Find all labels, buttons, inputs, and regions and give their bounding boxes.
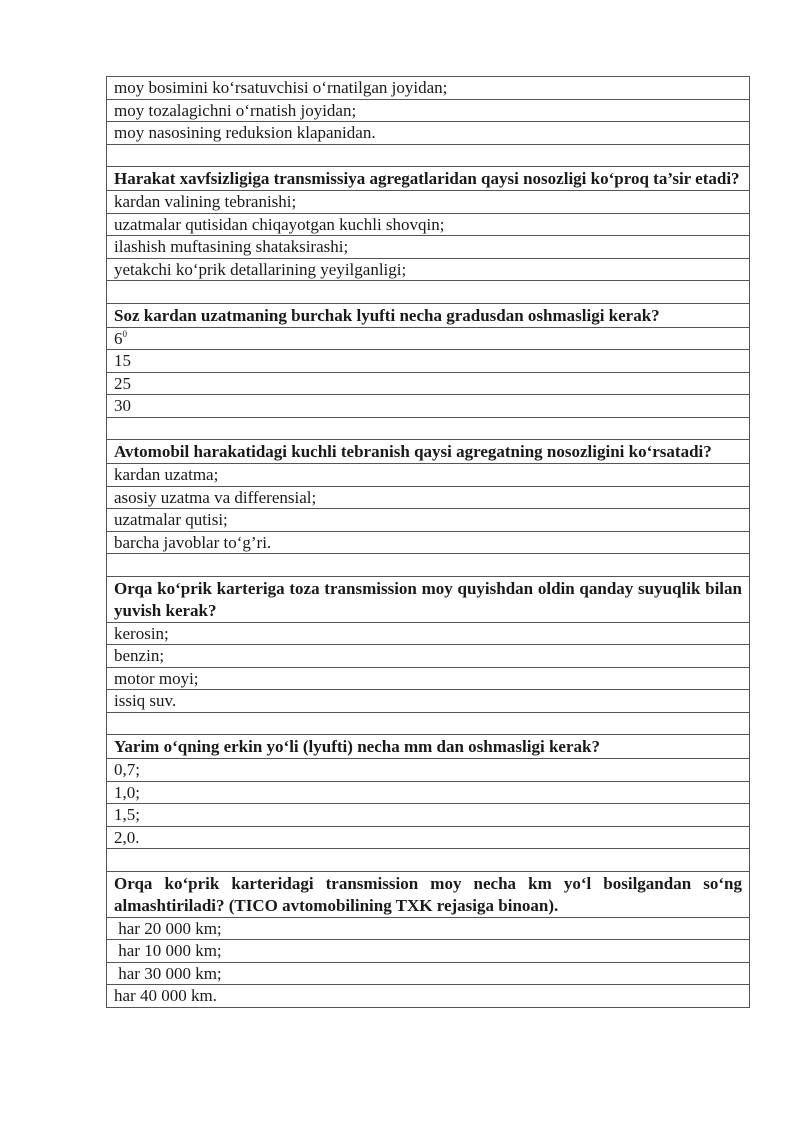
answer-label: 15 [114,351,131,370]
blank-separator-row [107,554,750,577]
question-row [107,167,750,191]
answer-text [107,486,750,509]
question-label: Orqa ko‘prik karteridagi transmission moy necha km yo‘l bosilgandan so‘ng almashtiriladi? (TICO avtomobilining TXK rejasiga binoan). [114,873,747,915]
question-text [107,167,750,191]
answer-text [107,122,750,145]
answer-row [107,781,750,804]
answer-label: kardan valining tebranishi; [114,192,297,211]
answer-row [107,99,750,122]
answer-label: 2,0. [114,827,140,847]
answer-row [107,486,750,509]
answer-row [107,826,750,849]
answer-label: moy bosimini ko‘rsatuvchisi o‘rnatilgan joyidan; [114,78,448,97]
question-row [107,303,750,327]
question-text [107,303,750,327]
answer-row [107,464,750,487]
question-row [107,440,750,464]
answer-label: moy nasosining reduksion klapanidan. [114,123,376,142]
question-row [107,576,750,622]
answer-label: 0,7; [114,760,140,779]
answer-label: motor moyi; [114,668,199,688]
answer-text [107,395,750,418]
answer-text [107,350,750,373]
answer-row [107,236,750,259]
answer-row [107,690,750,713]
answer-row [107,667,750,690]
answer-text [107,985,750,1008]
answer-label: 1,5; [114,805,140,824]
answer-label: 6 [114,328,123,348]
question-label: Soz kardan uzatmaning burchak lyufti necha gradusdan oshmasligi kerak? [114,305,660,325]
answer-row [107,645,750,668]
answer-label: moy tozalagichni o‘rnatish joyidan; [114,100,357,120]
blank-cell [107,144,750,167]
answer-label: kardan uzatma; [114,465,219,484]
answer-row [107,395,750,418]
answer-row [107,622,750,645]
answer-label: benzin; [114,646,165,665]
answer-row [107,940,750,963]
answer-row [107,77,750,100]
answer-row [107,804,750,827]
answer-text [107,667,750,690]
answer-label: barcha javoblar to‘g’ri. [114,532,272,552]
blank-separator-row [107,281,750,304]
blank-separator-row [107,417,750,440]
answer-text [107,531,750,554]
answer-text [107,327,750,350]
answer-row [107,327,750,350]
answer-label: kerosin; [114,623,169,643]
answer-text [107,826,750,849]
answer-label: 1,0; [114,782,140,802]
answer-row [107,509,750,532]
answer-text [107,464,750,487]
question-label: Yarim o‘qning erkin yo‘li (lyufti) necha mm dan oshmasligi kerak? [114,737,600,756]
blank-cell [107,712,750,735]
answer-text [107,962,750,985]
answer-label: har 10 000 km; [114,941,222,960]
question-text [107,576,750,622]
answer-label: uzatmalar qutisi; [114,510,228,529]
answer-text [107,622,750,645]
answer-label: har 30 000 km; [114,963,222,983]
answer-label: issiq suv. [114,691,177,710]
question-text [107,440,750,464]
answer-text [107,77,750,100]
blank-separator-row [107,144,750,167]
answer-text [107,509,750,532]
answer-text [107,917,750,940]
question-row [107,735,750,759]
answer-row [107,372,750,395]
question-row [107,871,750,917]
question-text [107,871,750,917]
answer-text [107,781,750,804]
answer-text [107,940,750,963]
answer-text [107,191,750,214]
question-table [106,76,750,1008]
answer-label: har 40 000 km. [114,986,217,1005]
answer-text [107,258,750,281]
answer-label: asosiy uzatma va differensial; [114,487,317,507]
answer-label: uzatmalar qutisidan chiqayotgan kuchli shovqin; [114,214,445,234]
answer-text [107,759,750,782]
question-text [107,735,750,759]
answer-row [107,350,750,373]
answer-row [107,122,750,145]
answer-row [107,258,750,281]
blank-cell [107,417,750,440]
answer-label: ilashish muftasining shataksirashi; [114,237,349,256]
answer-text [107,804,750,827]
blank-cell [107,281,750,304]
question-label: Harakat xavfsizligiga transmissiya agregatlaridan qaysi nosozligi ko‘proq ta’sir etadi? [114,169,740,188]
blank-separator-row [107,849,750,872]
degree-superscript: 0 [122,328,127,339]
question-table-body [107,77,750,1008]
answer-text [107,236,750,259]
answer-row [107,759,750,782]
answer-label: 30 [114,396,131,415]
answer-row [107,213,750,236]
answer-label: 25 [114,373,131,393]
answer-text [107,99,750,122]
blank-separator-row [107,712,750,735]
answer-label: har 20 000 km; [114,918,222,938]
answer-label: yetakchi ko‘prik detallarining yeyilganligi; [114,259,407,279]
answer-row [107,917,750,940]
answer-text [107,213,750,236]
blank-cell [107,554,750,577]
question-label: Avtomobil harakatidagi kuchli tebranish qaysi agregatning nosozligini ko‘rsatadi? [114,442,712,461]
blank-cell [107,849,750,872]
answer-text [107,372,750,395]
answer-row [107,191,750,214]
answer-row [107,962,750,985]
answer-row [107,531,750,554]
question-label: Orqa ko‘prik karteriga toza transmission moy quyishdan oldin qanday suyuqlik bilan yuvish kerak? [114,578,747,620]
answer-text [107,690,750,713]
answer-text [107,645,750,668]
answer-row [107,985,750,1008]
